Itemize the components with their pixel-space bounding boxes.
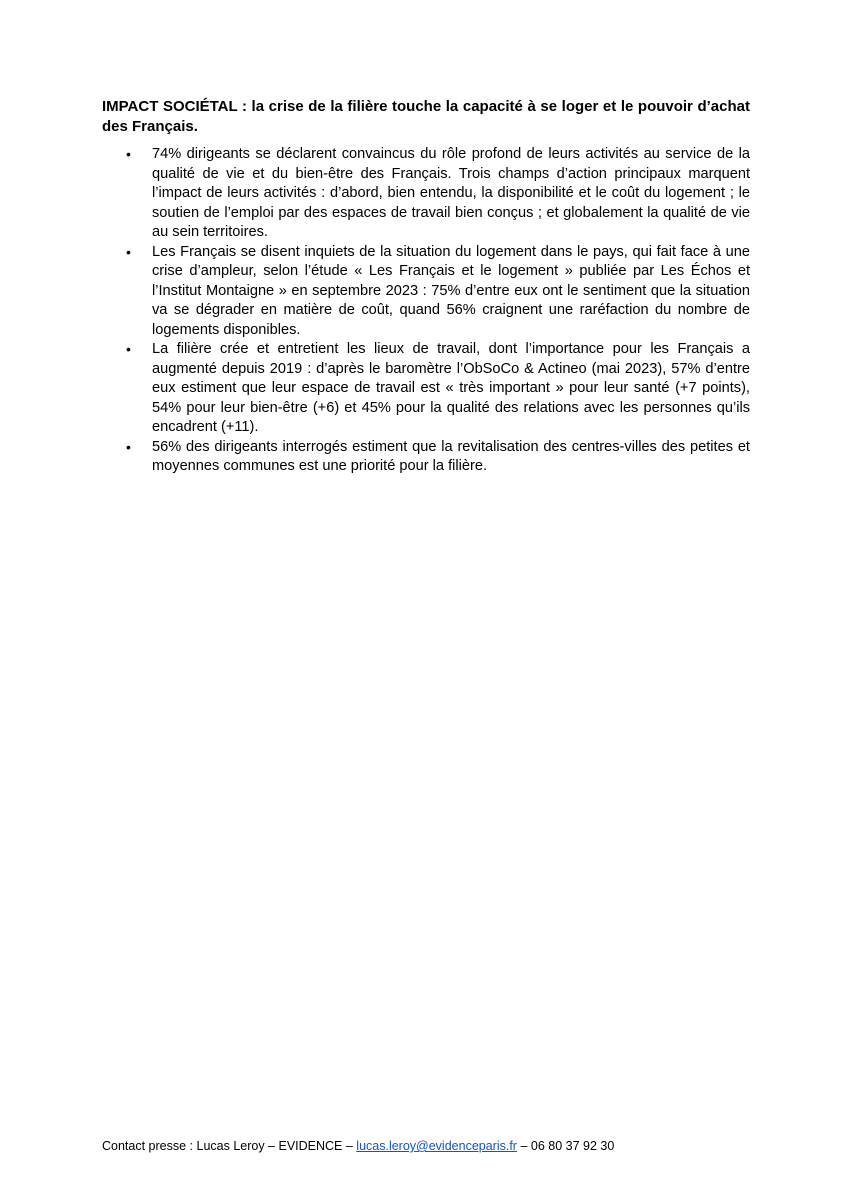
bullet-text: 74% dirigeants se déclarent convaincus du rôle profond de leurs activités au service de la qualité de vie et du bien-être des Français. Trois champs d’action principaux marquent l’impact de leurs activités : d’abord, bien entendu, la disponibilité et le coût du logement ; le soutien de l’emploi par des espaces de travail bien conçus ; et globalement la qualité de vie au sein territoires. (152, 146, 750, 240)
bullet-icon: • (126, 146, 131, 162)
bullet-item (102, 340, 750, 438)
bullet-list (102, 145, 750, 477)
bullet-text: 56% des dirigeants interrogés estiment que la revitalisation des centres-villes des petites et moyennes communes est une priorité pour la filière. (152, 438, 750, 474)
bullet-icon: • (126, 243, 131, 260)
bullet-item (102, 243, 750, 341)
footer-phone-text: – 06 80 37 92 30 (516, 1139, 615, 1153)
section-heading: IMPACT SOCIÉTAL : la crise de la filière touche la capacité à se loger et le pouvoir d’achat des Français. (102, 98, 750, 135)
bullet-icon: • (126, 341, 131, 357)
contact-email-link[interactable]: lucas.leroy@evidenceparis.fr (356, 1139, 517, 1153)
document-body (102, 97, 750, 477)
bullet-text: La filière crée et entretient les lieux de travail, dont l’importance pour les Français a augmenté depuis 2019 : d’après le baromètre l’ObSoCo & Actineo (mai 2023), 57% d’entre eux estiment que leur espace de travail est « très important » pour leur santé (+7 points), 54% pour leur bien-être (+6) et 45% pour la qualité des relations avec les personnes qu’ils encadrent (+11). (152, 341, 750, 435)
bullet-item (102, 438, 750, 477)
footer-contact-text: Contact presse : Lucas Leroy – EVIDENCE – (102, 1139, 357, 1153)
bullet-text: Les Français se disent inquiets de la situation du logement dans le pays, qui fait face à une crise d’ampleur, selon l’étude « Les Français et le logement » publiée par Les Échos et l’Institut Montaigne » en septembre 2023 : 75% d’entre eux ont le sentiment que la situation va se dégrader en matière de coût, quand 56% craignent une raréfaction du nombre de logements disponibles. (152, 243, 750, 338)
press-contact-footer (102, 1138, 614, 1154)
bullet-item (102, 145, 750, 243)
bullet-icon: • (126, 438, 131, 455)
